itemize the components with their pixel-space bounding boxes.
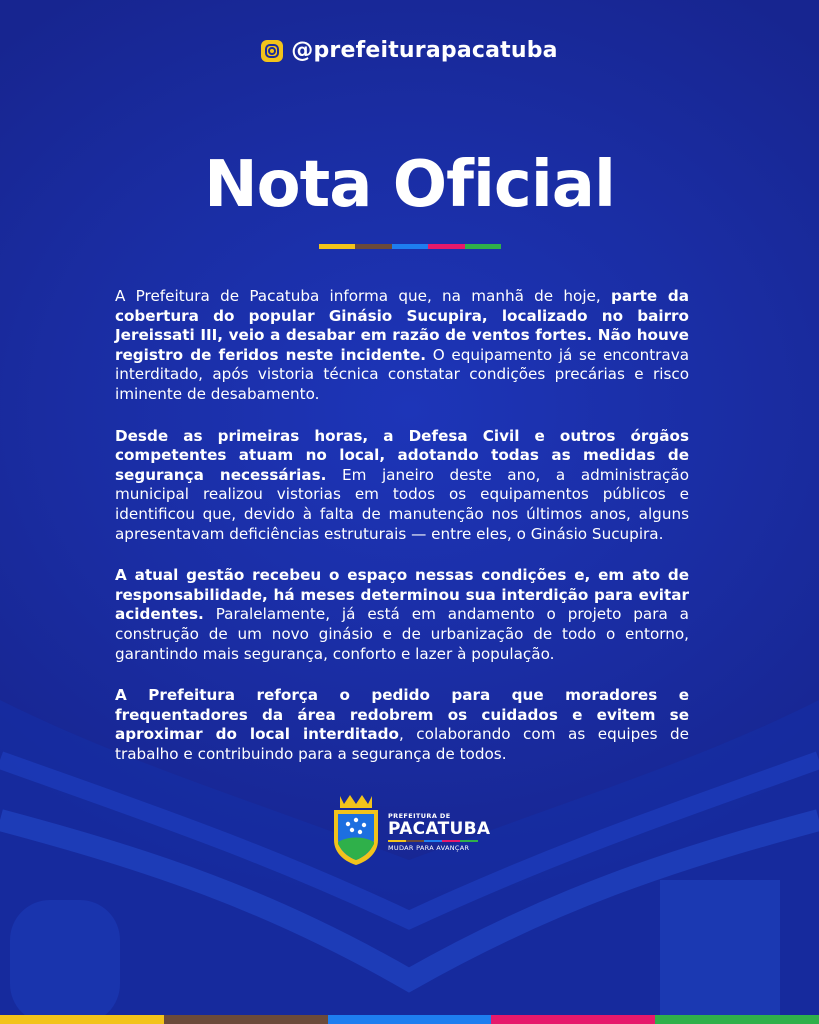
paragraph-bold-text: A Prefeitura reforça o pedido para que moradores e frequentadores da área redobrem os cuidados e evitem se aproximar do local interditado xyxy=(115,686,689,744)
page-title: Nota Oficial xyxy=(204,148,615,222)
logo-name: PACATUBA xyxy=(388,819,491,839)
bottom-bar-segment xyxy=(0,1015,164,1024)
logo-prefix: PREFEITURA DE xyxy=(388,812,451,820)
logo-rule-segment xyxy=(460,840,478,842)
bottom-color-bar xyxy=(0,1015,819,1024)
notice-body xyxy=(115,287,689,786)
notice-paragraph xyxy=(115,287,689,405)
notice-paragraph xyxy=(115,686,689,764)
paragraph-text: A Prefeitura de Pacatuba informa que, na manhã de hoje, xyxy=(115,287,611,305)
underline-segment xyxy=(355,244,391,249)
paragraph-text: Paralelamente, já está em andamento o projeto para a construção de um novo ginásio e de urbanização de todo o entorno, garantindo mais segurança, conforto e lazer à população. xyxy=(115,605,689,663)
logo-rule-segment xyxy=(388,840,406,842)
logo-rule-segment xyxy=(442,840,460,842)
coat-of-arms-icon xyxy=(330,792,382,866)
underline-segment xyxy=(465,244,501,249)
paragraph-text: O equipamento já se encontrava interditado, após vistoria técnica constatar condições precárias e risco iminente de desabamento. xyxy=(115,345,689,403)
paragraph-text: , colaborando com as equipes de trabalho e contribuindo para a segurança de todos. xyxy=(115,725,690,763)
bottom-bar-segment xyxy=(491,1015,655,1024)
bottom-bar-segment xyxy=(655,1015,819,1024)
paragraph-bold-text: parte da cobertura do popular Ginásio Sucupira, localizado no bairro Jereissati III, veio a desabar em razão de ventos fortes. Não houve registro de feridos neste incidente. xyxy=(115,287,689,364)
paragraph-bold-text: Desde as primeiras horas, a Defesa Civil e outros órgãos competentes atuam no local, adotando todas as medidas de segurança necessárias. xyxy=(115,426,689,484)
paragraph-text: Em janeiro deste ano, a administração municipal realizou vistorias em todos os equipamentos públicos e identificou que, devido à falta de manutenção nos últimos anos, alguns apresentavam deficiências estruturais — entre eles, o Ginásio Sucupira. xyxy=(115,465,689,543)
logo-color-rule xyxy=(388,840,478,842)
instagram-handle[interactable] xyxy=(0,38,819,63)
pacatuba-logo xyxy=(330,792,490,866)
notice-paragraph xyxy=(115,566,689,664)
underline-segment xyxy=(428,244,464,249)
underline-segment xyxy=(392,244,428,249)
notice-paragraph xyxy=(115,427,689,545)
handle-text: @prefeiturapacatuba xyxy=(291,38,558,63)
logo-tagline: MUDAR PARA AVANÇAR xyxy=(388,844,470,852)
title-underline xyxy=(319,244,501,249)
bottom-bar-segment xyxy=(164,1015,328,1024)
instagram-icon xyxy=(261,40,283,62)
bottom-bar-segment xyxy=(328,1015,492,1024)
logo-rule-segment xyxy=(406,840,424,842)
logo-rule-segment xyxy=(424,840,442,842)
paragraph-bold-text: A atual gestão recebeu o espaço nessas condições e, em ato de responsabilidade, há meses determinou sua interdição para evitar acidentes. xyxy=(115,566,689,624)
underline-segment xyxy=(319,244,355,249)
